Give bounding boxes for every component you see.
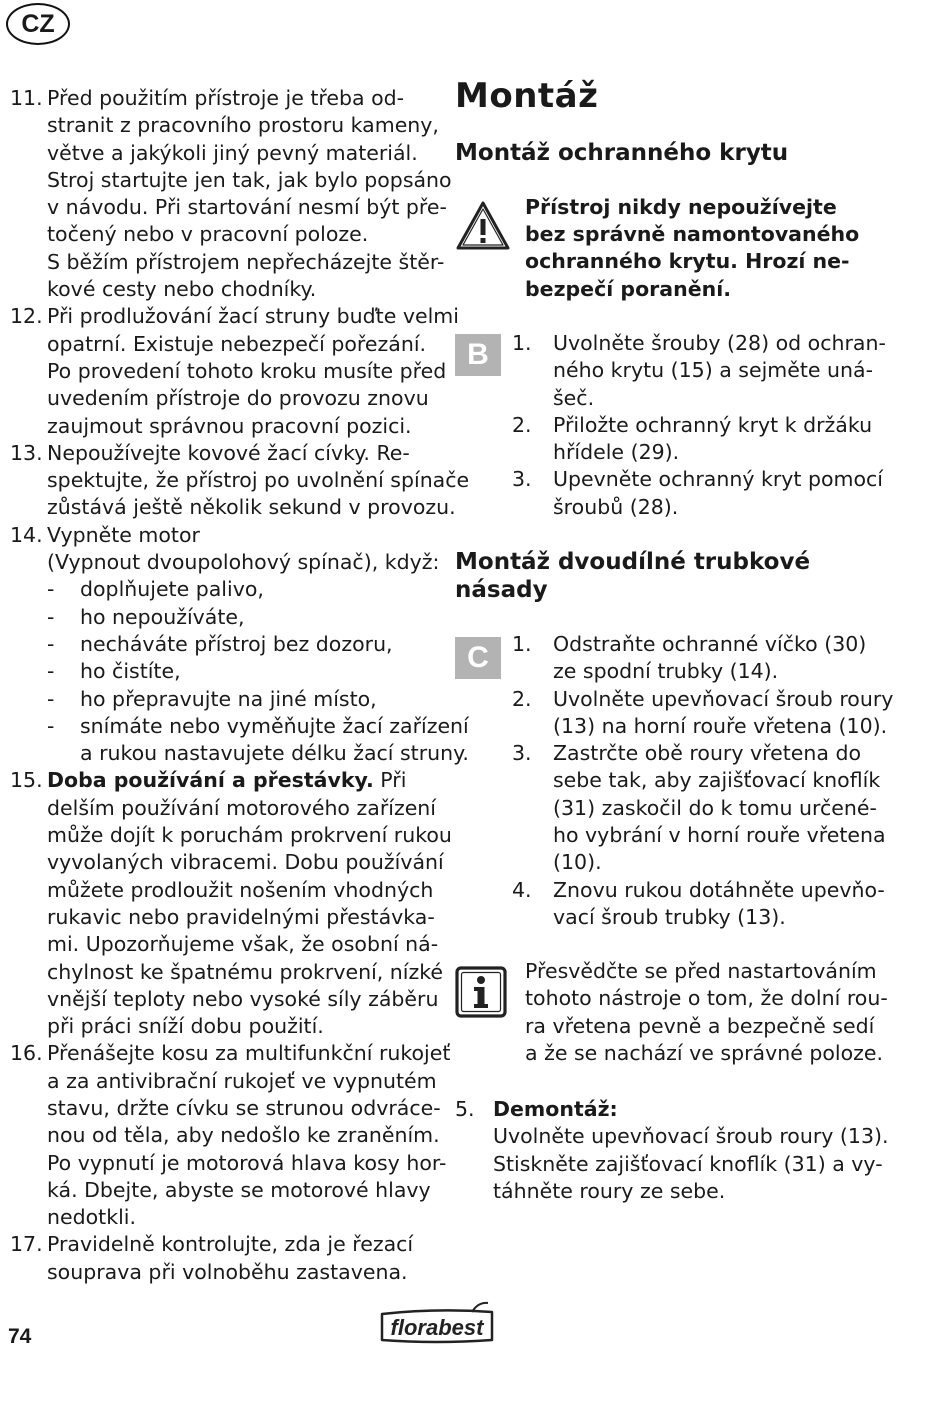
dash: - (47, 631, 55, 656)
bullet-item (10, 576, 430, 603)
text-line: vací šroub trubky (13). (553, 904, 786, 929)
text-line: hřídele (29). (553, 440, 680, 465)
text-line: Odstraňte ochranné víčko (30) (553, 632, 867, 656)
text-line: a za antivibrační rukojeť ve vypnutém (47, 1068, 437, 1093)
text-line: ochranného krytu. Hrozí ne- (525, 249, 850, 274)
text-line: a že se nachází ve správné poloze. (525, 1040, 884, 1065)
text-line: opatrní. Existuje nebezpečí pořezání. (47, 331, 427, 356)
text-line: nedotkli. (47, 1205, 136, 1230)
text-line: stranit z pracovního prostoru kameny, (47, 113, 439, 138)
text-line: Pravidelně kontrolujte, zda je řezací (47, 1232, 414, 1257)
text-line: Stroj startujte jen tak, jak bylo popsáno (47, 167, 452, 192)
text-line: Po provedení tohoto kroku musíte před (47, 358, 447, 383)
list-item-14 (10, 522, 469, 768)
list-item-13 (10, 440, 470, 522)
text-line: (Vypnout dvoupolohový spínač), když: (47, 550, 440, 575)
step-number: 3. (512, 741, 532, 766)
text-line: Přiložte ochranný kryt k držáku (553, 412, 873, 437)
text-line: ze spodní trubky (14). (553, 659, 779, 684)
list-item-17 (10, 1231, 430, 1286)
text-line: ho vybrání v horní rouře vřetena (553, 823, 886, 848)
text-line: Přesvědčte se před nastartováním (525, 959, 877, 983)
heading-line: Montáž dvoudílné trubkové (455, 549, 811, 575)
text-line: ra vřetena pevně a bezpečně sedí (525, 1013, 875, 1038)
text-line: Znovu rukou dotáhněte upevňo- (553, 877, 885, 902)
text-line: Upevněte ochranný kryt pomocí (553, 467, 883, 492)
text-line: Zastrčte obě roury vřetena do (553, 741, 862, 766)
text-line: větve a jakýkoli jiný pevný materiál. (47, 140, 418, 165)
info-icon (455, 966, 507, 1018)
bullet-text: snímáte nebo vyměňujte žací zařízení (80, 713, 469, 738)
step-number: 3. (512, 467, 532, 492)
bullet-text: doplňujete palivo, (80, 577, 264, 602)
text-line: tohoto nástroje o tom, že dolní rou- (525, 986, 888, 1011)
warning-text (525, 194, 859, 303)
info-text (525, 958, 888, 1067)
list-item-12 (10, 303, 459, 439)
left-column (10, 85, 470, 1286)
bullet-text: necháváte přístroj bez dozoru, (80, 631, 393, 656)
text-line: stavu, držte cívku se strunou odvráce- (47, 1095, 441, 1120)
text-line: spektujte, že přístroj po uvolnění spínače (47, 468, 470, 493)
dash: - (47, 713, 55, 738)
text-line: šroubů (28). (553, 494, 679, 519)
heading-line: násady (455, 577, 548, 603)
bullet-item (10, 631, 430, 658)
brand-logo (376, 1300, 498, 1346)
text-line: Před použitím přístroje je třeba od- (47, 86, 405, 110)
text-line: Při prodlužování žací struny buďte velmi (47, 304, 459, 329)
dash: - (47, 686, 55, 711)
step-number: 1. (512, 632, 532, 656)
text-line: táhněte roury ze sebe. (493, 1178, 726, 1203)
text-line: Uvolněte upevňovací šroub roury (13). (493, 1124, 889, 1149)
text-line: bez správně namontovaného (525, 222, 860, 247)
text-line: zůstává ještě několik sekund v provozu. (47, 495, 456, 520)
item-number: 17. (10, 1232, 43, 1257)
text-line: točený nebo v pracovní poloze. (47, 222, 369, 247)
text-line: souprava při volnoběhu zastavena. (47, 1259, 408, 1284)
text-line: šeč. (553, 385, 595, 410)
bold-lead: Doba používání a přestávky. (47, 768, 374, 793)
text-line: Přístroj nikdy nepoužívejte (525, 195, 837, 219)
text-line: ká. Dbejte, abyste se motorové hlavy (47, 1177, 431, 1202)
list-item-16 (10, 1040, 451, 1231)
shaft-steps (512, 631, 932, 931)
page-number: 74 (8, 1325, 32, 1348)
bullet-item (10, 604, 430, 631)
text-line: sebe tak, aby zajišťovací knoflík (553, 768, 881, 793)
item-number: 12. (10, 304, 43, 329)
text-line: ného krytu (15) a sejměte uná- (553, 358, 873, 383)
text-line: kové cesty nebo chodníky. (47, 277, 317, 302)
item-number: 14. (10, 522, 43, 547)
item-number: 16. (10, 1041, 43, 1066)
figure-label-b: B (455, 334, 501, 376)
step-title: Demontáž: (493, 1097, 618, 1121)
text-line: Uvolněte upevňovací šroub roury (553, 686, 894, 711)
guard-steps (512, 330, 932, 521)
text-line: chylnost ke špatnému prokrvení, nízké (47, 959, 444, 984)
bullet-text: ho přepravujte na jiné místo, (80, 686, 377, 711)
page-title: Montáž (455, 76, 599, 116)
dash: - (47, 577, 55, 602)
warning-icon (455, 200, 511, 252)
step-5-dismantle (455, 1096, 915, 1205)
text-line: Po vypnutí je motorová hlava kosy hor- (47, 1150, 447, 1175)
item-number: 15. (10, 768, 43, 793)
text-line: delším používání motorového zařízení (47, 795, 436, 820)
bullet-text: ho nepoužíváte, (80, 604, 245, 629)
text-line: Přenášejte kosu za multifunkční rukojeť (47, 1041, 451, 1066)
text-line: může dojít k poruchám prokrvení rukou (47, 823, 452, 848)
bullet-text: a rukou nastavujete délku žací struny. (80, 741, 469, 766)
text-line: uvedením přístroje do provozu znovu (47, 386, 429, 411)
bullet-item (10, 686, 430, 713)
bullet-item (10, 658, 430, 685)
text-line: Vypněte motor (47, 522, 200, 547)
step-number: 1. (512, 331, 532, 355)
language-badge: CZ (6, 3, 70, 45)
list-item-11 (10, 85, 452, 303)
bullet-text: ho čistíte, (80, 659, 181, 684)
text-line: mi. Upozorňujeme však, že osobní ná- (47, 932, 439, 957)
step-number: 2. (512, 686, 532, 711)
text-line: Stiskněte zajišťovací knoflík (31) a vy- (493, 1151, 883, 1176)
text-fragment: Při (373, 768, 407, 793)
step-number: 2. (512, 412, 532, 437)
brand-wordmark: florabest (390, 1315, 484, 1340)
text-line: (31) zaskočil do k tomu určené- (553, 795, 877, 820)
text-line: v návodu. Při startování nesmí být pře- (47, 195, 447, 220)
bullet-item (10, 713, 469, 740)
section-heading-shaft (455, 548, 810, 604)
text-line: S běžím přístrojem nepřecházejte štěr- (47, 249, 445, 274)
text-line: (13) na horní rouře vřetena (10). (553, 713, 888, 738)
text-line: Uvolněte šrouby (28) od ochran- (553, 331, 886, 355)
step-number: 4. (512, 877, 532, 902)
text-line: bezpečí poranění. (525, 276, 732, 301)
section-heading-guard: Montáž ochranného krytu (455, 140, 789, 166)
list-item-15 (10, 767, 452, 1040)
item-number: 11. (10, 86, 43, 110)
item-number: 13. (10, 440, 43, 465)
text-line: vnější teploty nebo vysoké síly záběru (47, 986, 439, 1011)
step-number: 5. (455, 1097, 475, 1121)
text-line: Nepoužívejte kovové žací cívky. Re- (47, 440, 410, 465)
text-line: při práci sníží dobu použití. (47, 1014, 324, 1039)
text-line: můžete prodloužit nošením vhodných (47, 877, 434, 902)
text-line: (10). (553, 850, 602, 875)
dash: - (47, 659, 55, 684)
text-line: zaujmout správnou pracovní pozici. (47, 413, 412, 438)
text-line: nou od těla, aby nedošlo ke zraněním. (47, 1123, 440, 1148)
figure-label-c: C (455, 637, 501, 679)
text-line: rukavic nebo pravidelnými přestávka- (47, 904, 435, 929)
text-line: vyvolaných vibracemi. Dobu používání (47, 850, 444, 875)
dash: - (47, 604, 55, 629)
